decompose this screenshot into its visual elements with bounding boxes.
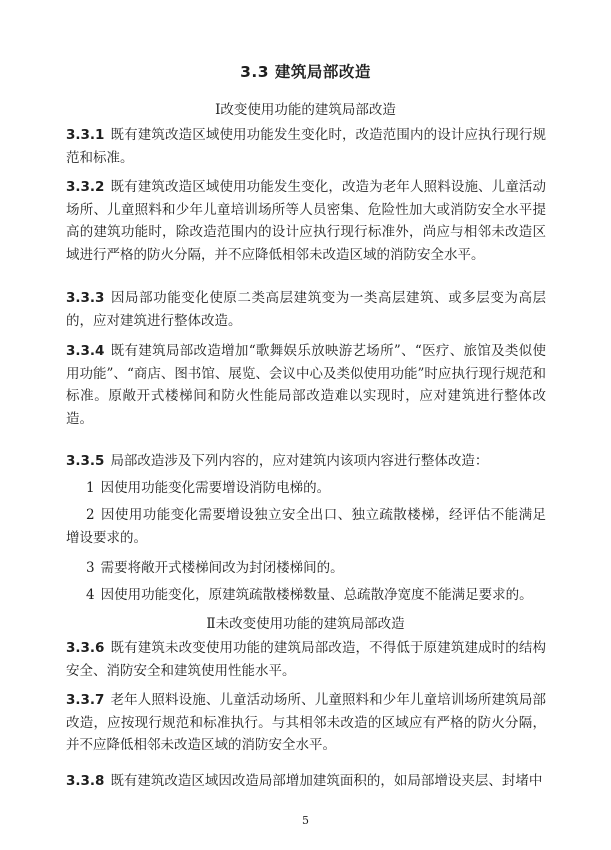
list-item-2: [66, 504, 546, 549]
part-heading-1: Ⅰ改变使用功能的建筑局部改造: [215, 102, 396, 118]
clause-text: 老年人照料设施、儿童活动场所、儿童照料和少年儿童培训场所建筑局部改造，应按现行规范和标准执行。与其相邻未改造的区域应有严格的防火分隔，并不应降低相邻未改造区域的消防安全水平。: [66, 692, 546, 753]
clause-3-3-6: [66, 637, 546, 682]
clause-number: 3.3.2: [66, 179, 105, 195]
item-text: 因使用功能变化需要增设消防电梯的。: [100, 480, 331, 496]
clause-number: 3.3.8: [66, 773, 105, 789]
list-item-3: [66, 557, 546, 580]
item-number: 4: [86, 587, 95, 603]
clause-3-3-3: [66, 287, 546, 332]
clause-3-3-1: [66, 124, 546, 169]
item-number: 1: [86, 480, 95, 496]
clause-number: 3.3.5: [66, 453, 105, 469]
part-heading-2: Ⅱ未改变使用功能的建筑局部改造: [206, 616, 405, 632]
section-title: 3.3 建筑局部改造: [240, 63, 371, 81]
clause-number: 3.3.6: [66, 640, 105, 656]
clause-text: 既有建筑改造区域使用功能发生变化，改造为老年人照料设施、儿童活动场所、儿童照料和少年儿童培训场所等人员密集、危险性加大或消防安全水平提高的建筑功能时，除改造范围内的设计应执行现行标准外，尚应与相邻未改造区域进行严格的防火分隔，并不应降低相邻未改造区域的消防安全水平。: [66, 179, 546, 263]
clause-text: 既有建筑改造区域使用功能发生变化时，改造范围内的设计应执行现行规范和标准。: [66, 127, 546, 166]
item-number: 2: [86, 507, 95, 523]
clause-text: 因局部功能变化使原二类高层建筑变为一类高层建筑、或多层变为高层的，应对建筑进行整体改造。: [66, 290, 546, 329]
clause-number: 3.3.7: [66, 692, 105, 708]
clause-3-3-4: [66, 340, 546, 430]
list-item-1: [66, 477, 546, 500]
clause-number: 3.3.4: [66, 343, 105, 359]
clause-text: 既有建筑改造区域因改造局部增加建筑面积的，如局部增设夹层、封堵中: [110, 773, 543, 789]
clause-3-3-5: [66, 450, 546, 473]
clause-text: 局部改造涉及下列内容的，应对建筑内该项内容进行整体改造：: [110, 453, 489, 469]
clause-text: 既有建筑未改变使用功能的建筑局部改造，不得低于原建筑建成时的结构安全、消防安全和建筑使用性能水平。: [66, 640, 546, 679]
list-item-4: [66, 584, 546, 607]
item-text: 因使用功能变化，原建筑疏散楼梯数量、总疏散净宽度不能满足要求的。: [100, 587, 533, 603]
clause-3-3-2: [66, 176, 546, 266]
page-number: 5: [302, 814, 309, 827]
clause-3-3-7: [66, 689, 546, 757]
clause-text: 既有建筑局部改造增加“歌舞娱乐放映游艺场所”、“医疗、旅馆及类似使用功能”、“商店、图书馆、展览、会议中心及类似使用功能”时应执行现行规范和标准。原敞开式楼梯间和防火性能局部改造难以实现时，应对建筑进行整体改造。: [66, 343, 546, 427]
clause-number: 3.3.1: [66, 127, 105, 143]
item-text: 需要将敞开式楼梯间改为封闭楼梯间的。: [100, 560, 344, 576]
item-text: 因使用功能变化需要增设独立安全出口、独立疏散楼梯，经评估不能满足增设要求的。: [66, 507, 546, 546]
item-number: 3: [86, 560, 95, 576]
clause-number: 3.3.3: [66, 290, 105, 306]
clause-3-3-8: [66, 770, 546, 793]
